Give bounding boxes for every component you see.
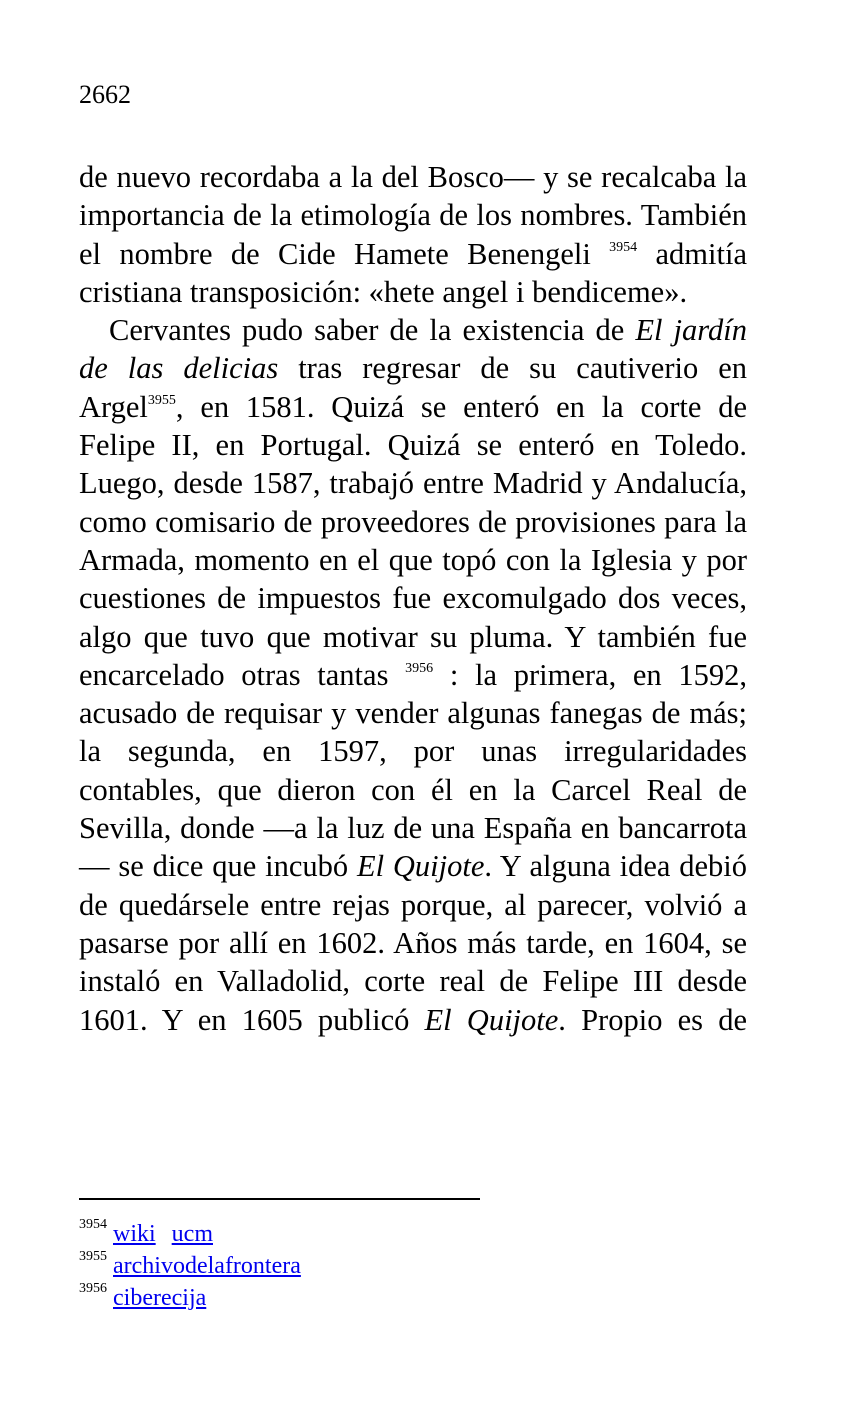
footnote-3955	[79, 1250, 301, 1282]
italic-title: El Quijote	[356, 849, 485, 884]
footnote-reference-3956[interactable]: 3956	[405, 660, 434, 676]
footnotes	[79, 1218, 301, 1314]
footnote-link-wiki[interactable]: wiki	[113, 1221, 156, 1247]
footnote-link-ucm[interactable]: ucm	[171, 1221, 213, 1247]
footnote-reference-3955[interactable]: 3955	[147, 392, 176, 408]
text-run: . Propio es de	[558, 1002, 747, 1037]
text-run: admitía cristiana transposición: «hete angel i bendiceme».	[79, 236, 747, 309]
italic-title: El jardín de las delicias	[79, 313, 747, 386]
page-number: 2662	[79, 80, 131, 109]
text-run: Cervantes pudo saber de la existencia de	[109, 313, 636, 348]
footnote-link-ciberecija[interactable]: ciberecija	[113, 1285, 207, 1311]
text-run: . Y alguna idea debió de quedársele entre rejas porque, al parecer, volvió a pasarse por allí en 1602. Años más tarde, en 1604, se instaló en Valladolid, corte real de Felipe III desde 1601. Y en 1605 publicó	[79, 849, 747, 1037]
paragraph-2	[79, 311, 747, 1039]
footnote-number: 3956	[79, 1281, 107, 1296]
text-run: : la primera, en 1592, acusado de requisar y vender algunas fanegas de más; la segunda, en 1597, por unas irregularidades contables, que dieron con él en la Carcel Real de Sevilla, donde —a la luz de una España en bancarrota— se dice que incubó	[79, 657, 747, 884]
text-run: tras regresar de su cautiverio en Argel	[79, 351, 747, 424]
text-run: de nuevo recordaba a la del Bosco— y se recalcaba la importancia de la etimología de los nombres. También el nombre de Cide Hamete Benengeli	[79, 160, 747, 271]
italic-title: El Quijote	[424, 1002, 559, 1037]
footnote-reference-3954[interactable]: 3954	[609, 239, 638, 255]
footnote-3954	[79, 1218, 301, 1250]
footnote-3956	[79, 1282, 301, 1314]
footnote-link-archivodelafrontera[interactable]: archivodelafrontera	[113, 1253, 301, 1279]
main-text	[79, 158, 747, 1039]
footnote-separator	[79, 1198, 480, 1200]
footnote-number: 3954	[79, 1217, 107, 1232]
text-run: , en 1581. Quizá se enteró en la corte de Felipe II, en Portugal. Quizá se enteró en Toledo. Luego, desde 1587, trabajó entre Madrid y Andalucía, como comisario de proveedores de provisiones para la Armada, momento en el que topó con la Iglesia y por cuestiones de impuestos fue excomulgado dos veces, algo que tuvo que motivar su pluma. Y también fue encarcelado otras tantas	[79, 389, 747, 692]
footnote-number: 3955	[79, 1249, 107, 1264]
paragraph-1	[79, 158, 747, 311]
